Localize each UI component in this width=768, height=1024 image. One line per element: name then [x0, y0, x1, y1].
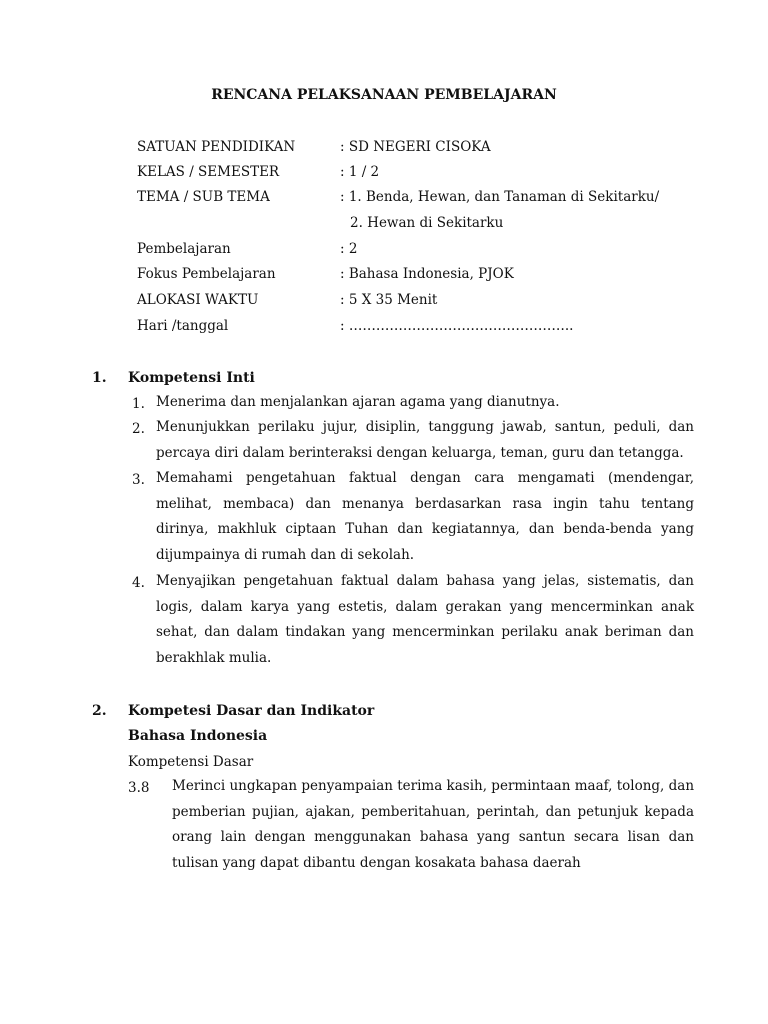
section1-title: Kompetensi Inti	[128, 370, 255, 386]
ki-item-number: 3.	[132, 472, 145, 488]
identity-label-fokus: Fokus Pembelajaran	[137, 266, 276, 282]
identity-value-hari: : …………………………………………..	[340, 318, 574, 334]
ki-item-text: Menunjukkan perilaku jujur, disiplin, tanggung jawab, santun, peduli, dan percaya diri dalam berinteraksi dengan keluarga, teman, guru dan tetangga.	[156, 419, 694, 461]
ki-item-text: Menerima dan menjalankan ajaran agama yang dianutnya.	[156, 394, 560, 410]
identity-value-subtema: 2. Hewan di Sekitarku	[350, 215, 504, 231]
subject-heading: Bahasa Indonesia	[128, 728, 268, 744]
identity-value-fokus: : Bahasa Indonesia, PJOK	[340, 266, 514, 282]
identity-label-pembelajaran: Pembelajaran	[137, 241, 231, 257]
identity-value-kelas: : 1 / 2	[340, 164, 380, 180]
ki-item-number: 1.	[132, 396, 145, 412]
identity-value-pembelajaran: : 2	[340, 241, 358, 257]
identity-label-alokasi: ALOKASI WAKTU	[137, 292, 259, 308]
identity-label-kelas: KELAS / SEMESTER	[137, 164, 280, 180]
section1-number: 1.	[92, 370, 107, 386]
section2-title: Kompetesi Dasar dan Indikator	[128, 703, 375, 719]
identity-label-hari: Hari /tanggal	[137, 318, 229, 334]
identity-value-satuan: : SD NEGERI CISOKA	[340, 139, 491, 155]
ki-item-text: Memahami pengetahuan faktual dengan cara mengamati (mendengar, melihat, membaca) dan menanya berdasarkan rasa ingin tahu tentang dirinya, makhluk ciptaan Tuhan dan kegiatannya, dan benda-benda yang dijumpainya di rumah dan di sekolah.	[156, 470, 694, 564]
section2-number: 2.	[92, 703, 107, 719]
ki-item-number: 2.	[132, 421, 145, 437]
kd-number: 3.8	[128, 780, 150, 796]
ki-item-text: Menyajikan pengetahuan faktual dalam bahasa yang jelas, sistematis, dan logis, dalam karya yang estetis, dalam gerakan yang mencerminkan anak sehat, dan dalam tindakan yang mencerminkan perilaku anak beriman dan berakhlak mulia.	[156, 573, 694, 667]
ki-item-number: 4.	[132, 575, 145, 591]
identity-value-tema: : 1. Benda, Hewan, dan Tanaman di Sekitarku/	[340, 189, 660, 205]
identity-label-satuan: SATUAN PENDIDIKAN	[137, 139, 296, 155]
kompetensi-dasar-heading: Kompetensi Dasar	[128, 754, 254, 770]
identity-label-tema: TEMA / SUB TEMA	[137, 189, 270, 205]
document-title: RENCANA PELAKSANAAN PEMBELAJARAN	[211, 87, 557, 103]
kd-text: Merinci ungkapan penyampaian terima kasih, permintaan maaf, tolong, dan pemberian pujian, ajakan, pemberitahuan, perintah, dan petunjuk kepada orang lain dengan menggunakan bahasa yang santun secara lisan dan tulisan yang dapat dibantu dengan kosakata bahasa daerah	[172, 778, 695, 872]
identity-value-alokasi: : 5 X 35 Menit	[340, 292, 438, 308]
